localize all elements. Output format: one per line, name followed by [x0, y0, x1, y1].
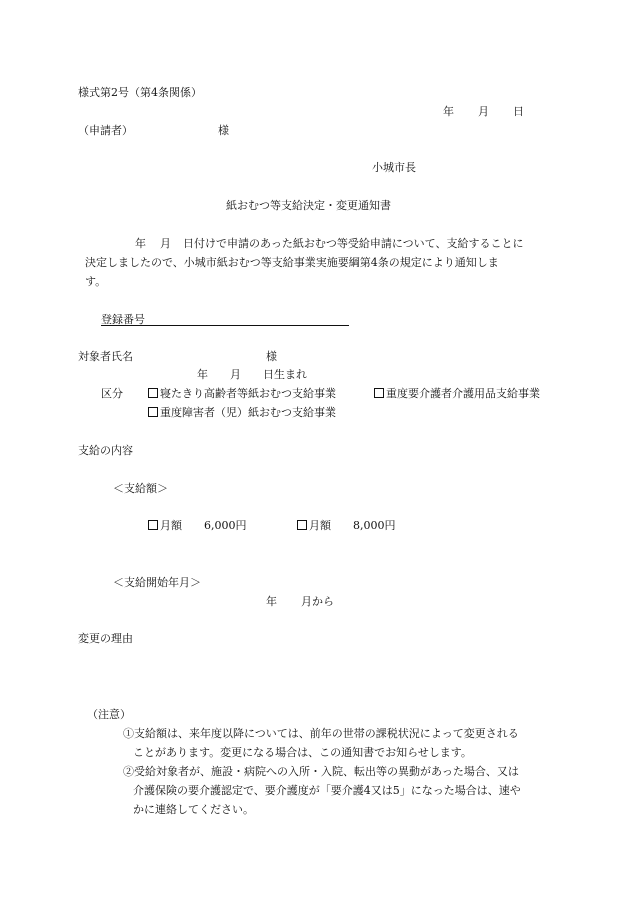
reason-heading: 変更の理由 [78, 632, 133, 645]
amount-option-6000-label: 月額 [160, 519, 182, 532]
birth-year-label: 年 [197, 368, 208, 381]
intro-line-1-text: 日付けで申請のあった紙おむつ等受給申請について、支給することに [183, 237, 524, 250]
date-line [443, 104, 524, 119]
note-1-line-2: ことがあります。変更になる場合は、この通知書でお知らせします。 [133, 746, 472, 759]
category-option-care-supplies-text: 重度要介護者介護用品支給事業 [386, 387, 540, 400]
registration-label: 登録番号 [101, 313, 145, 326]
amount-option-6000[interactable] [148, 518, 247, 533]
subject-honorific: 様 [266, 350, 277, 363]
start-suffix: 月から [301, 595, 334, 608]
category-option-elderly[interactable] [148, 386, 336, 401]
applicant-honorific: 様 [218, 124, 229, 137]
subject-name-label: 対象者氏名 [78, 350, 133, 363]
category-option-elderly-text: 寝たきり高齢者等紙おむつ支給事業 [160, 387, 336, 400]
intro-line-1 [135, 236, 523, 251]
start-year-label: 年 [266, 595, 277, 608]
category-option-disabled[interactable] [148, 405, 336, 420]
checkbox-icon[interactable] [148, 520, 158, 530]
intro-month-label: 月 [160, 237, 171, 250]
category-option-disabled-text: 重度障害者（児）紙おむつ支給事業 [160, 406, 336, 419]
checkbox-icon[interactable] [148, 407, 158, 417]
applicant-label: （申請者） [78, 124, 133, 137]
notes-heading: （注意） [87, 708, 131, 721]
birth-date-line [197, 367, 307, 382]
checkbox-icon[interactable] [374, 388, 384, 398]
note-2-line-3: かに連絡してください。 [133, 803, 254, 816]
intro-year-label: 年 [135, 237, 146, 250]
document-title: 紙おむつ等支給決定・変更通知書 [226, 199, 391, 212]
category-label: 区分 [101, 387, 123, 400]
checkbox-icon[interactable] [148, 388, 158, 398]
note-2-line-2: 介護保険の要介護認定で、要介護度が「要介護4又は5」になった場合は、速や [133, 784, 521, 797]
amount-option-6000-value: 6,000円 [204, 519, 247, 532]
form-number: 様式第2号（第4条関係） [78, 86, 202, 99]
checkbox-icon[interactable] [297, 520, 307, 530]
amount-option-8000-value: 8,000円 [353, 519, 396, 532]
date-year-label: 年 [443, 105, 454, 118]
birth-month-label: 月 [230, 368, 241, 381]
category-option-care-supplies[interactable] [374, 386, 540, 401]
issuer: 小城市長 [372, 161, 416, 174]
intro-line-2: 決定しましたので、小城市紙おむつ等支給事業実施要綱第4条の規定により通知しま [85, 256, 499, 269]
note-2-line-1: ②受給対象者が、施設・病院への入所・入院、転出等の異動があった場合、又は [123, 765, 519, 778]
content-heading: 支給の内容 [78, 444, 133, 457]
registration-underline [101, 325, 349, 326]
intro-line-3: す。 [85, 275, 107, 288]
start-date-line [266, 594, 334, 609]
amount-option-8000-label: 月額 [309, 519, 331, 532]
amount-heading: ＜支給額＞ [113, 482, 168, 495]
date-month-label: 月 [478, 105, 489, 118]
start-heading: ＜支給開始年月＞ [113, 576, 201, 589]
note-1-line-1: ①支給額は、来年度以降については、前年の世帯の課税状況によって変更される [123, 727, 519, 740]
date-day-label: 日 [513, 105, 524, 118]
birth-suffix: 日生まれ [263, 368, 307, 381]
amount-option-8000[interactable] [297, 518, 396, 533]
